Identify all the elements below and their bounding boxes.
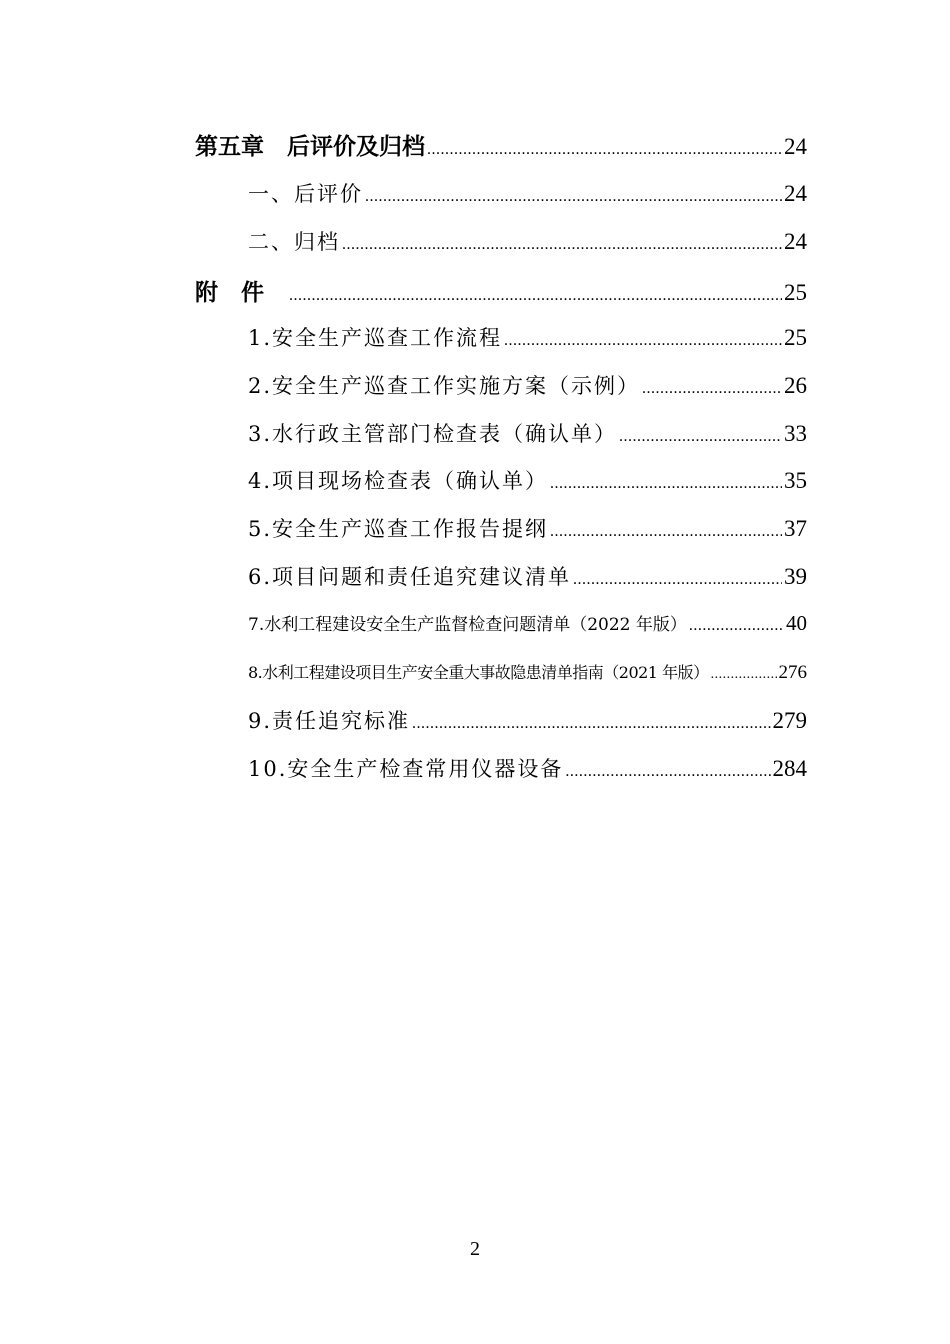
toc-entry-title: 一、后评价 xyxy=(248,182,363,206)
toc-entry-page: 284 xyxy=(772,756,807,781)
toc-entry-archiving xyxy=(248,226,807,256)
dot-leader xyxy=(711,667,777,683)
dot-leader xyxy=(573,571,782,589)
dot-leader xyxy=(289,287,782,305)
dot-leader xyxy=(365,188,782,206)
dot-leader xyxy=(642,380,782,398)
toc-entry-chapter-5 xyxy=(195,128,807,161)
toc-entry-appendix-6 xyxy=(248,561,807,591)
toc-entry-title: 5.安全生产巡查工作报告提纲 xyxy=(248,517,549,541)
toc-entry-post-evaluation xyxy=(248,178,807,208)
toc-entry-page: 276 xyxy=(778,662,807,683)
toc-entry-appendix-1 xyxy=(248,322,807,352)
toc-entry-appendix-3 xyxy=(248,418,807,448)
toc-entry-page: 39 xyxy=(784,564,807,589)
toc-entry-appendix-8 xyxy=(248,660,807,684)
toc-entry-title: 9.责任追究标准 xyxy=(248,709,411,733)
toc-entry-page: 40 xyxy=(786,611,807,635)
dot-leader xyxy=(412,715,770,733)
toc-entry-page: 24 xyxy=(784,134,807,159)
toc-entry-page: 25 xyxy=(784,325,807,350)
toc-entry-title: 二、归档 xyxy=(248,230,340,254)
toc-entry-page: 25 xyxy=(784,280,807,305)
toc-entry-appendix xyxy=(195,274,807,307)
toc-entry-appendix-5 xyxy=(248,513,807,543)
toc-entry-title: 第五章 后评价及归档 xyxy=(195,134,425,160)
toc-entry-page: 24 xyxy=(784,229,807,254)
toc-entry-page: 35 xyxy=(784,468,807,493)
toc-entry-title: 4.项目现场检查表（确认单） xyxy=(248,469,549,493)
toc-entry-title: 10.安全生产检查常用仪器设备 xyxy=(248,757,564,781)
toc-entry-title: 1.安全生产巡查工作流程 xyxy=(248,326,503,350)
toc-entry-appendix-4 xyxy=(248,465,807,495)
toc-entry-appendix-7 xyxy=(248,610,807,636)
toc-entry-appendix-10 xyxy=(248,753,807,783)
toc-entry-appendix-9 xyxy=(248,705,807,735)
toc-entry-page: 33 xyxy=(784,421,807,446)
dot-leader xyxy=(427,141,782,159)
toc-entry-title: 附 件 xyxy=(195,280,287,306)
toc-entry-page: 37 xyxy=(784,516,807,541)
toc-entry-title: 8.水利工程建设项目生产安全重大事故隐患清单指南（2021 年版） xyxy=(248,663,709,682)
dot-leader xyxy=(504,332,782,350)
toc-entry-title: 6.项目问题和责任追究建议清单 xyxy=(248,565,572,589)
toc-entry-appendix-2 xyxy=(248,370,807,400)
toc-entry-title: 7.水利工程建设安全生产监督检查问题清单（2022 年版） xyxy=(248,615,687,635)
dot-leader xyxy=(342,236,782,254)
toc-entry-page: 24 xyxy=(784,181,807,206)
dot-leader xyxy=(550,475,782,493)
dot-leader xyxy=(619,428,782,446)
toc-entry-title: 2.安全生产巡查工作实施方案（示例） xyxy=(248,374,641,398)
page-number: 2 xyxy=(470,1238,480,1260)
toc-entry-page: 279 xyxy=(772,708,807,733)
dot-leader xyxy=(565,763,770,781)
dot-leader xyxy=(550,523,782,541)
toc-entry-title: 3.水行政主管部门检查表（确认单） xyxy=(248,422,618,446)
dot-leader xyxy=(689,617,784,635)
toc-entry-page: 26 xyxy=(784,373,807,398)
